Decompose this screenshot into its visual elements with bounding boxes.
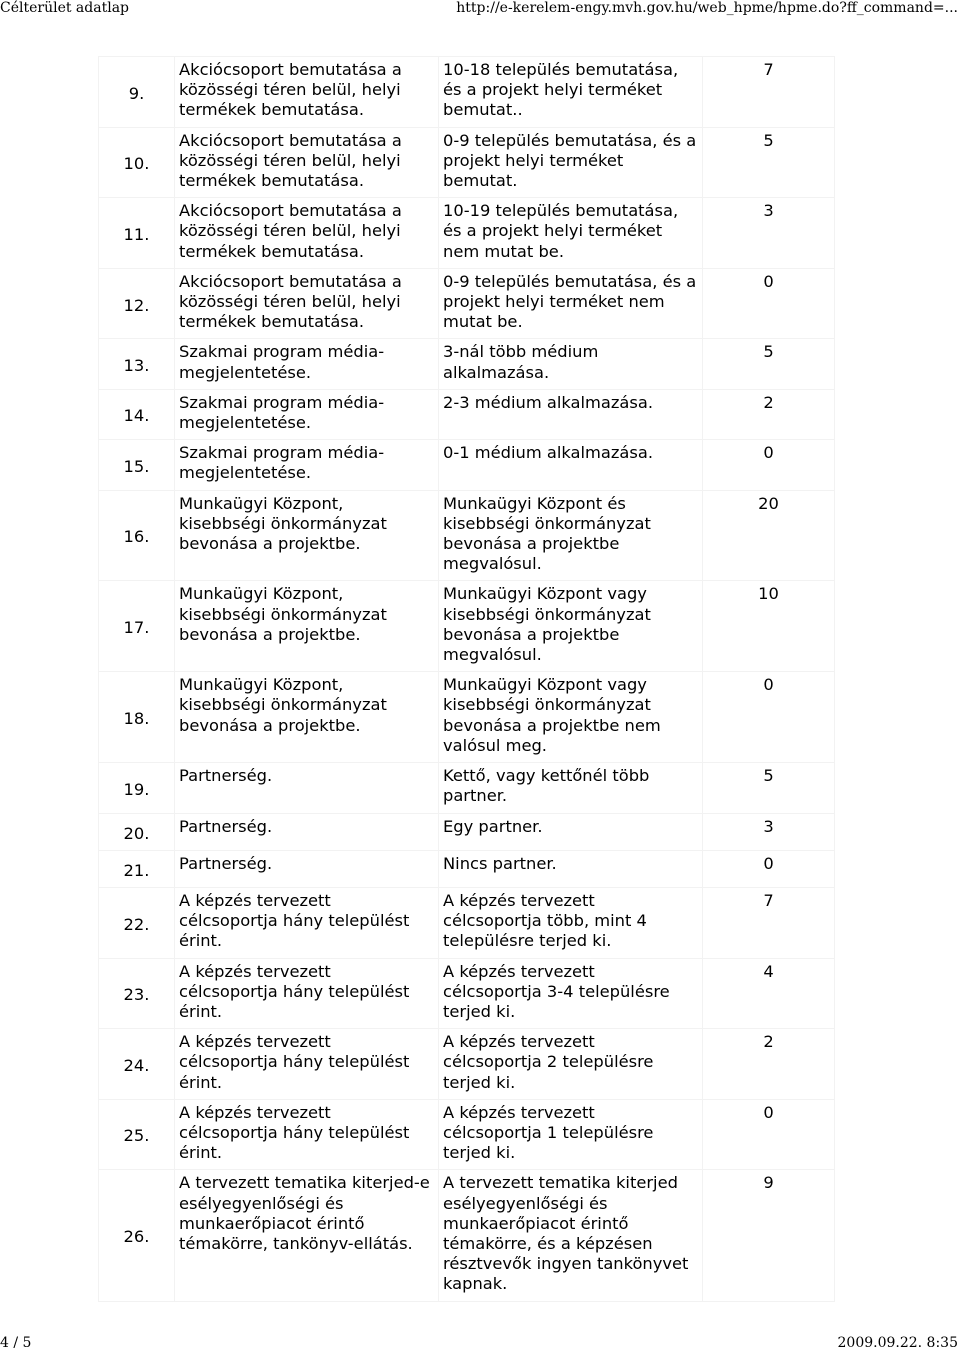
points-cell: 7	[703, 887, 835, 958]
description-cell: A képzés tervezett célcsoportja 3-4 településre terjed ki.	[439, 958, 703, 1029]
criterion-cell: Partnerség.	[175, 850, 439, 887]
page-header-url: http://e-kerelem-engy.mvh.gov.hu/web_hpme/hpme.do?ff_command=...	[456, 0, 958, 16]
description-cell: 0-9 település bemutatása, és a projekt helyi terméket nem mutat be.	[439, 268, 703, 339]
table-row	[99, 581, 835, 672]
table-row	[99, 490, 835, 581]
row-number: 19.	[99, 763, 175, 813]
criterion-cell: Munkaügyi Központ, kisebbségi önkormányzat bevonása a projektbe.	[175, 490, 439, 581]
points-cell: 2	[703, 1029, 835, 1100]
criterion-cell: A képzés tervezett célcsoportja hány települést érint.	[175, 1099, 439, 1170]
description-cell: Munkaügyi Központ vagy kisebbségi önkormányzat bevonása a projektbe nem valósul meg.	[439, 672, 703, 763]
criterion-cell: A tervezett tematika kiterjed-e esélyegyenlőségi és munkaerőpiacot érintő témakörre, tankönyv-ellátás.	[175, 1170, 439, 1301]
description-cell: Munkaügyi Központ vagy kisebbségi önkormányzat bevonása a projektbe megvalósul.	[439, 581, 703, 672]
table-row	[99, 440, 835, 490]
table-row	[99, 958, 835, 1029]
description-cell: A tervezett tematika kiterjed esélyegyenlőségi és munkaerőpiacot érintő témakörre, és a képzésen résztvevők ingyen tankönyvet kapnak.	[439, 1170, 703, 1301]
table-row	[99, 268, 835, 339]
criterion-cell: A képzés tervezett célcsoportja hány települést érint.	[175, 887, 439, 958]
description-cell: A képzés tervezett célcsoportja 1 településre terjed ki.	[439, 1099, 703, 1170]
description-cell: 10-18 település bemutatása, és a projekt helyi terméket bemutat..	[439, 57, 703, 128]
description-cell: 0-1 médium alkalmazása.	[439, 440, 703, 490]
description-cell: Nincs partner.	[439, 850, 703, 887]
criterion-cell: A képzés tervezett célcsoportja hány települést érint.	[175, 1029, 439, 1100]
points-cell: 7	[703, 57, 835, 128]
description-cell: 0-9 település bemutatása, és a projekt helyi terméket bemutat.	[439, 127, 703, 198]
table-row	[99, 57, 835, 128]
criterion-cell: Akciócsoport bemutatása a közösségi téren belül, helyi termékek bemutatása.	[175, 57, 439, 128]
description-cell: 2-3 médium alkalmazása.	[439, 389, 703, 439]
points-cell: 2	[703, 389, 835, 439]
row-number: 18.	[99, 672, 175, 763]
points-cell: 0	[703, 850, 835, 887]
table-row	[99, 339, 835, 389]
table-row	[99, 1170, 835, 1301]
row-number: 13.	[99, 339, 175, 389]
table-row	[99, 198, 835, 269]
description-cell: A képzés tervezett célcsoportja több, mint 4 településre terjed ki.	[439, 887, 703, 958]
table-row	[99, 813, 835, 850]
criteria-table-body	[99, 57, 835, 1302]
row-number: 21.	[99, 850, 175, 887]
points-cell: 5	[703, 127, 835, 198]
criteria-table	[98, 56, 835, 1302]
description-cell: A képzés tervezett célcsoportja 2 településre terjed ki.	[439, 1029, 703, 1100]
row-number: 15.	[99, 440, 175, 490]
table-row	[99, 1029, 835, 1100]
description-cell: 3-nál több médium alkalmazása.	[439, 339, 703, 389]
row-number: 12.	[99, 268, 175, 339]
points-cell: 3	[703, 198, 835, 269]
points-cell: 3	[703, 813, 835, 850]
points-cell: 4	[703, 958, 835, 1029]
row-number: 14.	[99, 389, 175, 439]
table-row	[99, 887, 835, 958]
criterion-cell: Akciócsoport bemutatása a közösségi téren belül, helyi termékek bemutatása.	[175, 127, 439, 198]
points-cell: 5	[703, 339, 835, 389]
row-number: 11.	[99, 198, 175, 269]
table-row	[99, 1099, 835, 1170]
criterion-cell: Szakmai program média-megjelentetése.	[175, 339, 439, 389]
criterion-cell: Partnerség.	[175, 813, 439, 850]
criterion-cell: Szakmai program média-megjelentetése.	[175, 440, 439, 490]
points-cell: 0	[703, 268, 835, 339]
criterion-cell: Szakmai program média-megjelentetése.	[175, 389, 439, 439]
row-number: 25.	[99, 1099, 175, 1170]
points-cell: 0	[703, 672, 835, 763]
criterion-cell: Munkaügyi Központ, kisebbségi önkormányzat bevonása a projektbe.	[175, 581, 439, 672]
row-number: 26.	[99, 1170, 175, 1301]
points-cell: 10	[703, 581, 835, 672]
row-number: 16.	[99, 490, 175, 581]
row-number: 23.	[99, 958, 175, 1029]
description-cell: Munkaügyi Központ és kisebbségi önkormányzat bevonása a projektbe megvalósul.	[439, 490, 703, 581]
row-number: 24.	[99, 1029, 175, 1100]
row-number: 20.	[99, 813, 175, 850]
criterion-cell: Munkaügyi Központ, kisebbségi önkormányzat bevonása a projektbe.	[175, 672, 439, 763]
table-row	[99, 672, 835, 763]
points-cell: 0	[703, 1099, 835, 1170]
criterion-cell: A képzés tervezett célcsoportja hány települést érint.	[175, 958, 439, 1029]
points-cell: 0	[703, 440, 835, 490]
points-cell: 5	[703, 763, 835, 813]
table-row	[99, 850, 835, 887]
row-number: 10.	[99, 127, 175, 198]
row-number: 17.	[99, 581, 175, 672]
page-footer-datetime: 2009.09.22. 8:35	[837, 1335, 958, 1351]
page-footer-page-number: 4 / 5	[0, 1335, 32, 1351]
row-number: 9.	[99, 57, 175, 128]
table-row	[99, 389, 835, 439]
criterion-cell: Akciócsoport bemutatása a közösségi téren belül, helyi termékek bemutatása.	[175, 268, 439, 339]
row-number: 22.	[99, 887, 175, 958]
criterion-cell: Akciócsoport bemutatása a közösségi téren belül, helyi termékek bemutatása.	[175, 198, 439, 269]
description-cell: Egy partner.	[439, 813, 703, 850]
points-cell: 20	[703, 490, 835, 581]
points-cell: 9	[703, 1170, 835, 1301]
criterion-cell: Partnerség.	[175, 763, 439, 813]
description-cell: 10-19 település bemutatása, és a projekt helyi terméket nem mutat be.	[439, 198, 703, 269]
page-header-title: Célterület adatlap	[0, 0, 130, 16]
description-cell: Kettő, vagy kettőnél több partner.	[439, 763, 703, 813]
table-row	[99, 127, 835, 198]
table-row	[99, 763, 835, 813]
